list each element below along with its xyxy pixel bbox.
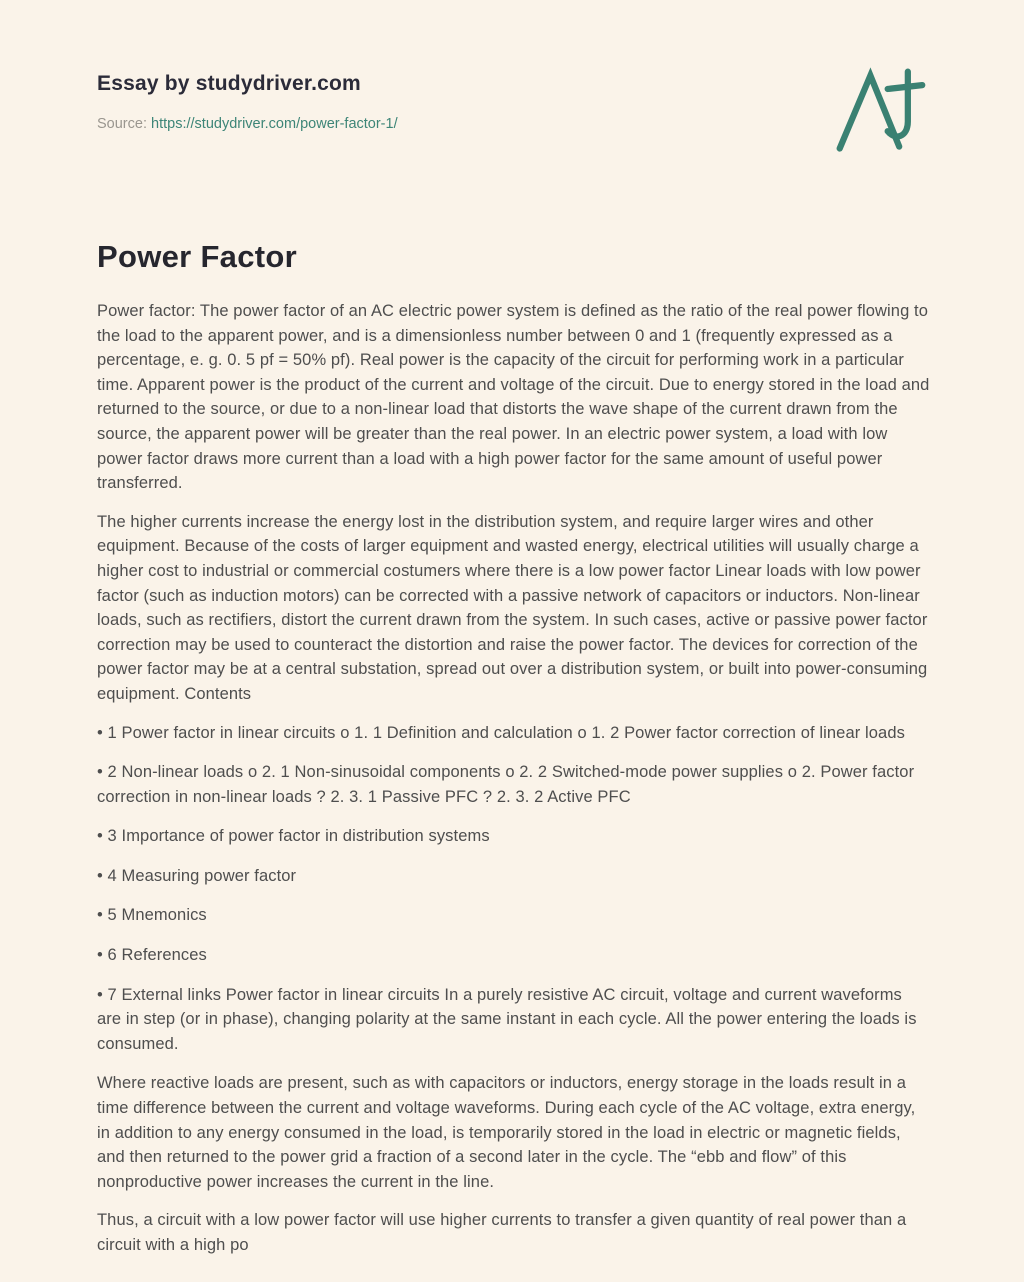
paragraph-low-power-factor: Thus, a circuit with a low power factor will use higher currents to transfer a given quantity of real power than a circuit with a high po	[97, 1211, 907, 1254]
studydriver-logo-icon	[832, 64, 928, 160]
toc-item-7-external-links: • 7 External links Power factor in linear circuits In a purely resistive AC circuit, voltage and current waveforms are in step (or in phase), changing polarity at the same instant in each cycle. All the power entering the loads is consumed.	[97, 985, 917, 1053]
source-url-link[interactable]: https://studydriver.com/power-factor-1/	[151, 116, 398, 132]
paragraph-reactive-loads: Where reactive loads are present, such as with capacitors or inductors, energy storage in the loads result in a time difference between the current and voltage waveforms. During each cycle of the AC voltage, extra energy, in addition to any energy consumed in the load, is temporarily stored in the load in electric or magnetic fields, and then returned to the power grid a fraction of a second later in the cycle. The “ebb and flow” of this nonproductive power increases the current in the line.	[97, 1074, 916, 1191]
paragraph-currents: The higher currents increase the energy lost in the distribution system, and require larger wires and other equipment. Because of the costs of larger equipment and wasted energy, electrical utilities will usually charge a higher cost to industrial or commercial costumers where there is a low power factor Linear loads with low power factor (such as induction motors) can be corrected with a passive network of capacitors or inductors. Non-linear loads, such as rectifiers, distort the current drawn from the system. In such cases, active or passive power factor correction may be used to counteract the distortion and raise the power factor. The devices for correction of the power factor may be at a central substation, spread out over a distribution system, or built into power-consuming equipment. Contents	[97, 512, 928, 703]
toc-item-6: • 6 References	[97, 946, 207, 965]
source-label: Source:	[97, 116, 147, 132]
brand-heading: Essay by studydriver.com	[97, 72, 361, 95]
toc-item-3: • 3 Importance of power factor in distribution systems	[97, 827, 490, 846]
toc-item-1: • 1 Power factor in linear circuits o 1. 1 Definition and calculation o 1. 2 Power factor correction of linear loads	[97, 723, 905, 742]
page-title: Power Factor	[97, 239, 297, 274]
toc-item-4: • 4 Measuring power factor	[97, 866, 297, 885]
toc-item-5: • 5 Mnemonics	[97, 906, 207, 925]
article-body	[97, 299, 930, 1258]
toc-item-2: • 2 Non-linear loads o 2. 1 Non-sinusoidal components o 2. 2 Switched-mode power supplies o 2. Power factor correction in non-linear loads ? 2. 3. 1 Passive PFC ? 2. 3. 2 Active PFC	[97, 763, 915, 806]
source-row	[97, 116, 930, 132]
paragraph-intro: Power factor: The power factor of an AC electric power system is defined as the ratio of the real power flowing to the load to the apparent power, and is a dimensionless number between 0 and 1 (frequently expressed as a percentage, e. g. 0. 5 pf = 50% pf). Real power is the capacity of the circuit for performing work in a particular time. Apparent power is the product of the current and voltage of the circuit. Due to energy stored in the load and returned to the source, or due to a non-linear load that distorts the wave shape of the current drawn from the source, the apparent power will be greater than the real power. In an electric power system, a load with low power factor draws more current than a load with a high power factor for the same amount of useful power transferred.	[97, 302, 930, 493]
